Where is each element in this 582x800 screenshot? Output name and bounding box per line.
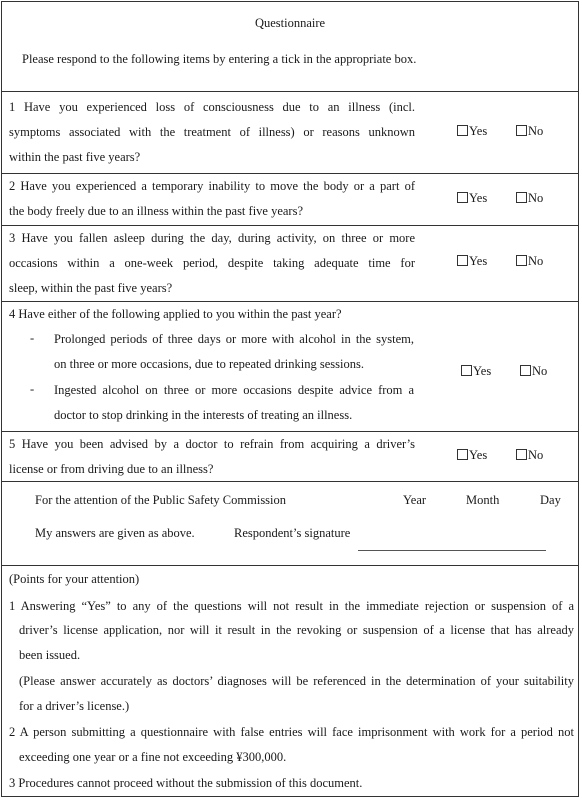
checkbox-icon: [457, 192, 468, 203]
question-text: 2 Have you experienced a temporary inability to move the body or a part of the body freely due to an illness within the past five years?: [9, 179, 415, 218]
checkbox-icon: [516, 255, 527, 266]
checkbox-icon: [516, 449, 527, 460]
no-checkbox[interactable]: No: [516, 191, 543, 206]
bullet-mark: -: [30, 331, 35, 345]
notes-heading: (Points for your attention): [9, 572, 140, 586]
month-label: Month: [466, 493, 500, 507]
attention-line: For the attention of the Public Safety Commission: [35, 493, 287, 507]
signature-section: [2, 482, 578, 566]
question-text: 5 Have you been advised by a doctor to refrain from acquiring a driver’s license or from driving due to an illness?: [9, 437, 415, 476]
yes-checkbox[interactable]: Yes: [457, 448, 487, 463]
no-checkbox[interactable]: No: [516, 254, 543, 269]
year-label: Year: [403, 493, 427, 507]
checkbox-icon: [516, 125, 527, 136]
note-line: exceeding one year or a fine not exceeding ¥300,000.: [19, 750, 287, 764]
answers-statement: My answers are given as above.: [35, 526, 195, 540]
yes-checkbox[interactable]: Yes: [457, 254, 487, 269]
question-text: 1 Have you experienced loss of consciousness due to an illness (incl. symptoms associated with the treatment of illness) or reasons unknown within the past five years?: [9, 100, 415, 164]
question-4-subitem-1: Prolonged periods of three days or more with alcohol in the system, on three or more occasions, due to repeated drinking sessions.: [54, 332, 414, 371]
note-line: 2 A person submitting a questionnaire with false entries will face imprisonment with work for a period not: [9, 725, 574, 739]
form-instructions: Please respond to the following items by entering a tick in the appropriate box.: [22, 52, 417, 66]
checkbox-icon: [457, 255, 468, 266]
no-checkbox[interactable]: No: [516, 124, 543, 139]
no-checkbox[interactable]: No: [520, 364, 547, 379]
notes-section: [2, 566, 578, 798]
question-1: [2, 92, 578, 174]
checkbox-icon: [516, 192, 527, 203]
question-4: [2, 302, 578, 432]
note-line: (Please answer accurately as doctors’ diagnoses will be referenced in the determination of your suitability: [19, 674, 574, 688]
checkbox-icon: [457, 449, 468, 460]
form-header: [2, 2, 578, 92]
question-2: [2, 174, 578, 226]
note-line: driver’s license application, nor will it result in the revoking or suspension of a license that has already: [19, 623, 574, 637]
checkbox-icon: [520, 365, 531, 376]
yes-checkbox[interactable]: Yes: [457, 124, 487, 139]
no-checkbox[interactable]: No: [516, 448, 543, 463]
checkbox-icon: [457, 125, 468, 136]
note-line: 1 Answering “Yes” to any of the questions will not result in the immediate rejection or suspension of a: [9, 599, 574, 613]
question-5: [2, 432, 578, 482]
questionnaire-form: [1, 1, 579, 797]
question-text: 3 Have you fallen asleep during the day, during activity, on three or more occasions within a one-week period, despite taking adequate time for sleep, within the past five years?: [9, 231, 415, 295]
bullet-mark: -: [30, 382, 35, 396]
form-title: Questionnaire: [254, 16, 326, 30]
note-line: 3 Procedures cannot proceed without the submission of this document.: [9, 776, 363, 790]
note-line: been issued.: [19, 648, 81, 662]
signature-line[interactable]: [358, 550, 546, 551]
question-text: 4 Have either of the following applied to you within the past year?: [9, 307, 342, 321]
checkbox-icon: [461, 365, 472, 376]
signature-label: Respondent’s signature: [234, 526, 351, 540]
yes-checkbox[interactable]: Yes: [461, 364, 491, 379]
day-label: Day: [540, 493, 561, 507]
question-4-subitem-2: Ingested alcohol on three or more occasions despite advice from a doctor to stop drinking in the interests of treating an illness.: [54, 383, 414, 422]
question-3: [2, 226, 578, 302]
note-line: for a driver’s license.): [19, 699, 130, 713]
yes-checkbox[interactable]: Yes: [457, 191, 487, 206]
